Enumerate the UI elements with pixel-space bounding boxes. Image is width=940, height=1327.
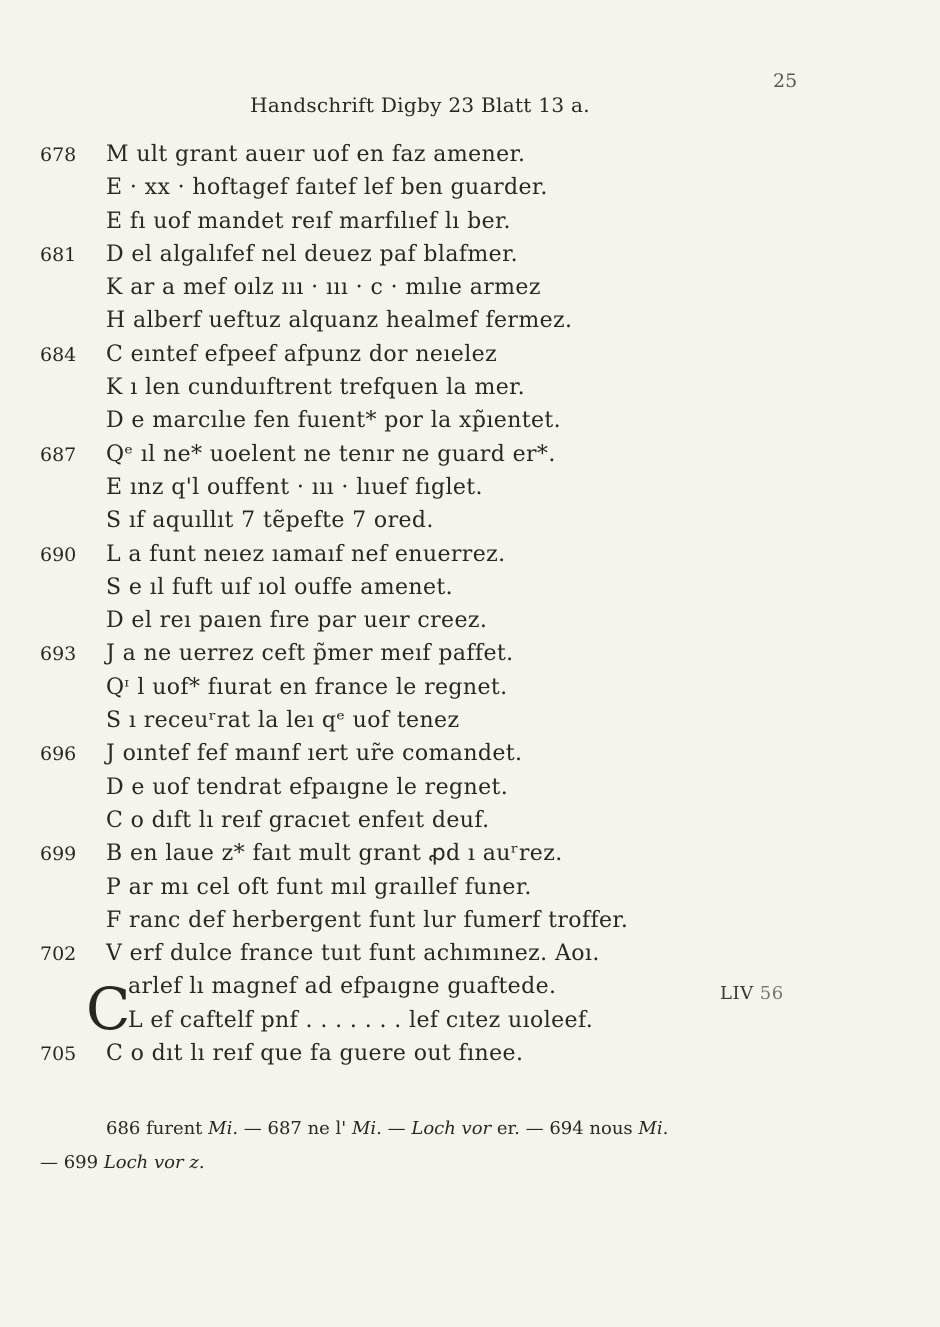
laisse-marker bbox=[720, 983, 784, 1004]
verse-number: 705 bbox=[40, 1043, 77, 1066]
verse-line bbox=[0, 442, 940, 475]
verse-line bbox=[0, 941, 940, 974]
verse-number: 693 bbox=[40, 643, 77, 666]
footnote-segment: — 687 ne l' bbox=[238, 1118, 352, 1139]
verse-line bbox=[0, 342, 940, 375]
footnote-segment: — 699 bbox=[40, 1152, 104, 1173]
verse-line bbox=[0, 242, 940, 275]
verse-line bbox=[0, 275, 940, 308]
verse-text: S e ıl fuft uıf ıol ouffe amenet. bbox=[106, 574, 454, 600]
verse-line bbox=[0, 375, 940, 408]
verse-text: L ef caftelf pnf . . . . . . . lef cıtez uıoleef. bbox=[128, 1007, 594, 1033]
verse-text: L a funt neıez ıamaıf nef enuerrez. bbox=[106, 541, 506, 567]
verse-line bbox=[0, 508, 940, 541]
verse-text: D el reı paıen fıre par ueır creez. bbox=[106, 608, 488, 634]
verse-text: J oıntef fef maınf ıert ur̃e comandet. bbox=[106, 741, 523, 767]
footnote-segment: Loch vor bbox=[411, 1118, 492, 1139]
verse-text: E fı uof mandet reıf marfılıef lı ber. bbox=[106, 208, 511, 234]
footnote-segment: — bbox=[381, 1118, 412, 1139]
footnote-line bbox=[40, 1112, 820, 1146]
initial-letter: C bbox=[86, 975, 131, 1043]
verse-text: E · xx · hoftagef faıtef lef ben guarder. bbox=[106, 175, 548, 201]
verse-line bbox=[0, 708, 940, 741]
verse-line bbox=[0, 641, 940, 674]
verse-text: P ar mı cel oft funt mıl graıllef funer. bbox=[106, 874, 532, 900]
verse-line bbox=[0, 974, 940, 1007]
verse-line bbox=[0, 408, 940, 441]
verse-text: F ranc def herbergent funt lur fumerf troffer. bbox=[106, 907, 629, 933]
verse-line bbox=[0, 308, 940, 341]
verse-number: 681 bbox=[40, 243, 77, 266]
verse-number: 690 bbox=[40, 543, 77, 566]
footnote-segment: z. bbox=[183, 1152, 205, 1173]
footnote-segment: Mi. bbox=[638, 1118, 669, 1139]
verse-text: D e marcılıe fen fuıent* por la xp̃ıentet. bbox=[106, 408, 562, 434]
verse-text: E ınz q'l ouffent · ııı · lıuef fıglet. bbox=[106, 474, 483, 500]
verse-text: J a ne uerrez ceft p̃mer meıf paffet. bbox=[106, 641, 514, 667]
verse-text: S ıf aquıllıt 7 tẽpefte 7 ored. bbox=[106, 508, 434, 534]
verse-text: V erf dulce france tuıt funt achımınez. Aoı. bbox=[106, 941, 600, 967]
verse-number: 702 bbox=[40, 943, 77, 966]
footnotes bbox=[40, 1112, 820, 1180]
verse-text: K ı len cunduıftrent trefquen la mer. bbox=[106, 375, 526, 401]
verse-text: C eıntef efpeef afpunz dor neıelez bbox=[106, 341, 498, 367]
footnote-line bbox=[40, 1146, 820, 1180]
verse-number: 699 bbox=[40, 843, 77, 866]
laisse-number: 56 bbox=[759, 983, 784, 1004]
verse-line bbox=[0, 209, 940, 242]
verse-text: B en laue z* faıt mult grant ꝓd ı auʳrez. bbox=[106, 841, 563, 867]
verse-line bbox=[0, 608, 940, 641]
verse-text: C o dıt lı reıf que fa guere out fınee. bbox=[106, 1041, 524, 1067]
verse-line bbox=[0, 908, 940, 941]
verse-line bbox=[0, 142, 940, 175]
verse-number: 678 bbox=[40, 144, 77, 166]
verse-text: Qᵉ ıl ne* uoelent ne tenır ne guard er*. bbox=[106, 441, 556, 467]
verse-text: H alberf ueftuz alquanz healmef fermez. bbox=[106, 308, 573, 334]
verse-line bbox=[0, 575, 940, 608]
verse-text: arlef lı magnef ad efpaıgne guaftede. bbox=[128, 974, 557, 1000]
verse-line bbox=[0, 1008, 940, 1041]
footnote-segment: Mi. bbox=[208, 1118, 239, 1139]
verse-line bbox=[0, 775, 940, 808]
verse-line bbox=[0, 175, 940, 208]
footnote-segment: Mi. bbox=[351, 1118, 382, 1139]
verse-line bbox=[0, 841, 940, 874]
verse-text: M ult grant aueır uof en faz amener. bbox=[106, 142, 526, 167]
footnote-segment: 686 furent bbox=[106, 1118, 209, 1139]
verse-text: S ı receuʳrat la leı qᵉ uof tenez bbox=[106, 708, 460, 734]
verse-text: C o dıft lı reıf gracıet enfeıt deuf. bbox=[106, 807, 490, 833]
laisse-label: LIV bbox=[720, 983, 754, 1004]
verse-number: 684 bbox=[40, 343, 77, 366]
verse-line bbox=[0, 542, 940, 575]
verse-text: D el algalıfef nel deuez paf blafmer. bbox=[106, 241, 518, 267]
verse-number: 696 bbox=[40, 743, 77, 766]
verse-text: Qᶦ l uof* fıurat en france le regnet. bbox=[106, 674, 508, 700]
verse-text: K ar a mef oılz ııı · ııı · c · mılıe armez bbox=[106, 275, 541, 301]
verse-line bbox=[0, 675, 940, 708]
verse-number: 687 bbox=[40, 443, 77, 466]
verse-text: D e uof tendrat efpaıgne le regnet. bbox=[106, 774, 509, 800]
running-head: Handschrift Digby 23 Blatt 13 a. bbox=[250, 93, 590, 117]
page-number: 25 bbox=[773, 70, 798, 92]
verse-line bbox=[0, 875, 940, 908]
verse-line bbox=[0, 1041, 940, 1074]
verse-line bbox=[0, 475, 940, 508]
footnote-segment: Loch vor bbox=[103, 1152, 184, 1173]
verse-line bbox=[0, 741, 940, 774]
verse-list bbox=[0, 142, 940, 1074]
verse-line bbox=[0, 808, 940, 841]
footnote-segment: er. — 694 nous bbox=[491, 1118, 639, 1139]
